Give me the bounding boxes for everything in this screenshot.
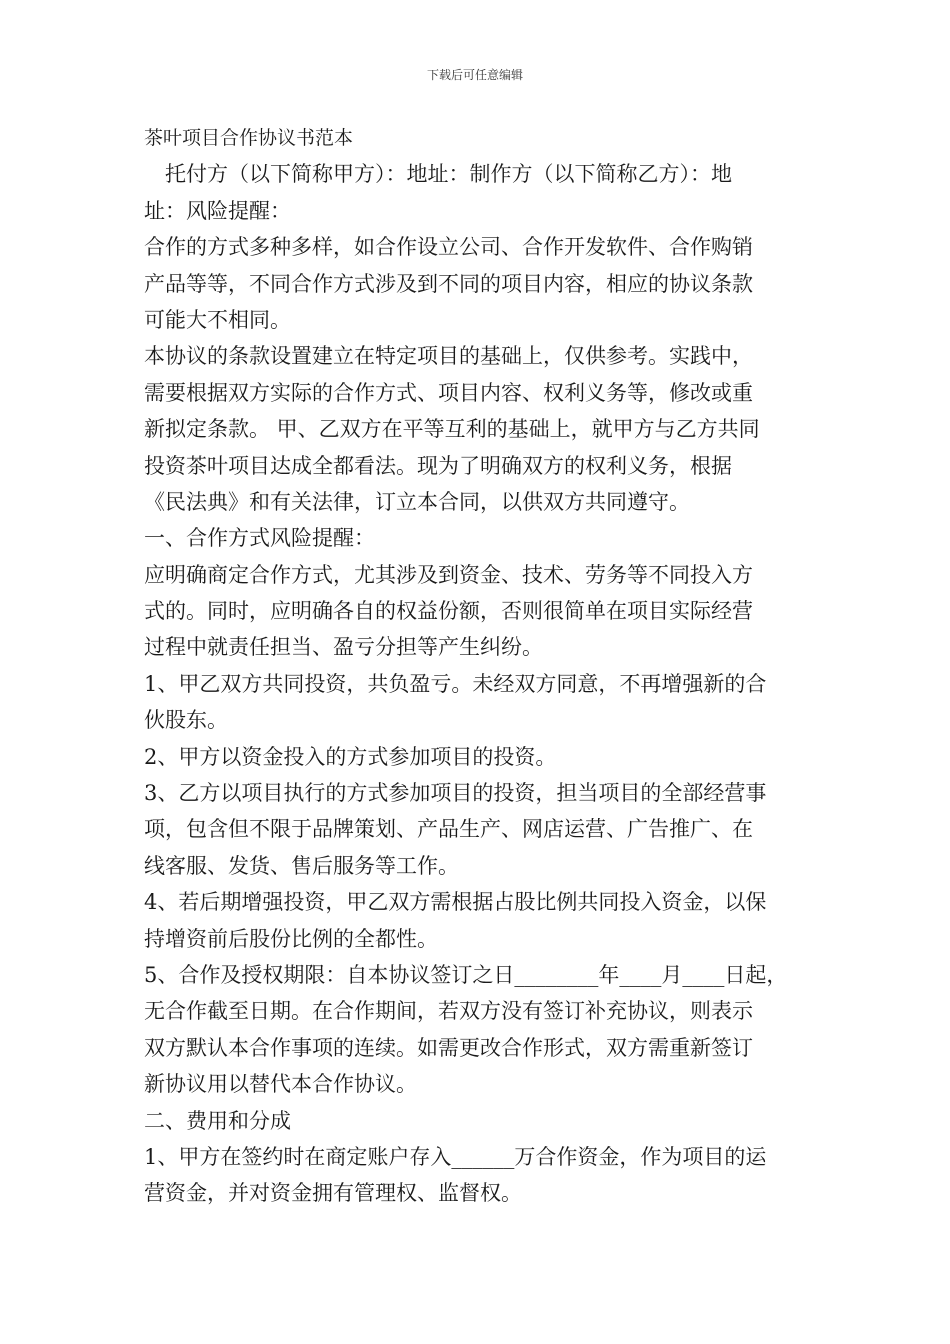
clause-line: 1、甲方在签约时在商定账户存入______万合作资金，作为项目的运 (144, 1144, 767, 1169)
clause-line: 5、合作及授权期限：自本协议签订之日________年____月____日起， (144, 962, 788, 987)
text-line: 新拟定条款。 甲、乙双方在平等互利的基础上，就甲方与乙方共同 (144, 417, 760, 442)
clause-line: 4、若后期增强投资，甲乙双方需根据占股比例共同投入资金，以保 (144, 890, 767, 915)
text-line: 项，包含但不限于品牌策划、产品生产、网店运营、广告推广、在 (144, 817, 753, 842)
text-line: 无合作截至日期。在合作期间，若双方没有签订补充协议，则表示 (144, 999, 753, 1024)
text-line: 营资金，并对资金拥有管理权、监督权。 (144, 1181, 522, 1206)
text-line: 式的。同时，应明确各自的权益份额，否则很简单在项目实际经营 (144, 599, 753, 624)
text-line: 过程中就责任担当、盈亏分担等产生纠纷。 (144, 635, 543, 660)
text-line: 新协议用以替代本合作协议。 (144, 1072, 417, 1097)
document-title: 茶叶项目合作协议书范本 (144, 127, 354, 149)
text-line: 《民法典》和有关法律，订立本合同，以供双方共同遵守。 (144, 489, 690, 514)
text-line: 本协议的条款设置建立在特定项目的基础上，仅供参考。实践中， (144, 344, 753, 369)
text-line: 持增资前后股份比例的全都性。 (144, 926, 438, 951)
text-line: 合作的方式多种多样，如合作设立公司、合作开发软件、合作购销 (144, 235, 753, 260)
section-heading: 二、费用和分成 (144, 1108, 291, 1133)
text-line: 应明确商定合作方式，尤其涉及到资金、技术、劳务等不同投入方 (144, 562, 753, 587)
text-line: 伙股东。 (144, 708, 228, 733)
text-line: 址：风险提醒： (144, 198, 291, 223)
text-line: 可能大不相同。 (144, 307, 291, 332)
text-line: 投资茶叶项目达成全都看法。现为了明确双方的权利义务，根据 (144, 453, 732, 478)
text-line: 线客服、发货、售后服务等工作。 (144, 853, 459, 878)
section-heading: 一、合作方式风险提醒： (144, 526, 375, 551)
text-line: 产品等等，不同合作方式涉及到不同的项目内容，相应的协议条款 (144, 271, 753, 296)
clause-line: 2、甲方以资金投入的方式参加项目的投资。 (144, 744, 557, 769)
text-line: 托付方（以下简称甲方）：地址：制作方（以下简称乙方）：地 (144, 162, 732, 187)
page-header: 下载后可任意编辑 (426, 68, 523, 82)
clause-line: 3、乙方以项目执行的方式参加项目的投资，担当项目的全部经营事 (144, 781, 767, 806)
text-line: 需要根据双方实际的合作方式、项目内容、权利义务等，修改或重 (144, 380, 753, 405)
document-body (144, 120, 810, 1212)
text-line: 双方默认本合作事项的连续。如需更改合作形式，双方需重新签订 (144, 1035, 753, 1060)
clause-line: 1、甲乙双方共同投资，共负盈亏。未经双方同意，不再增强新的合 (144, 671, 767, 696)
